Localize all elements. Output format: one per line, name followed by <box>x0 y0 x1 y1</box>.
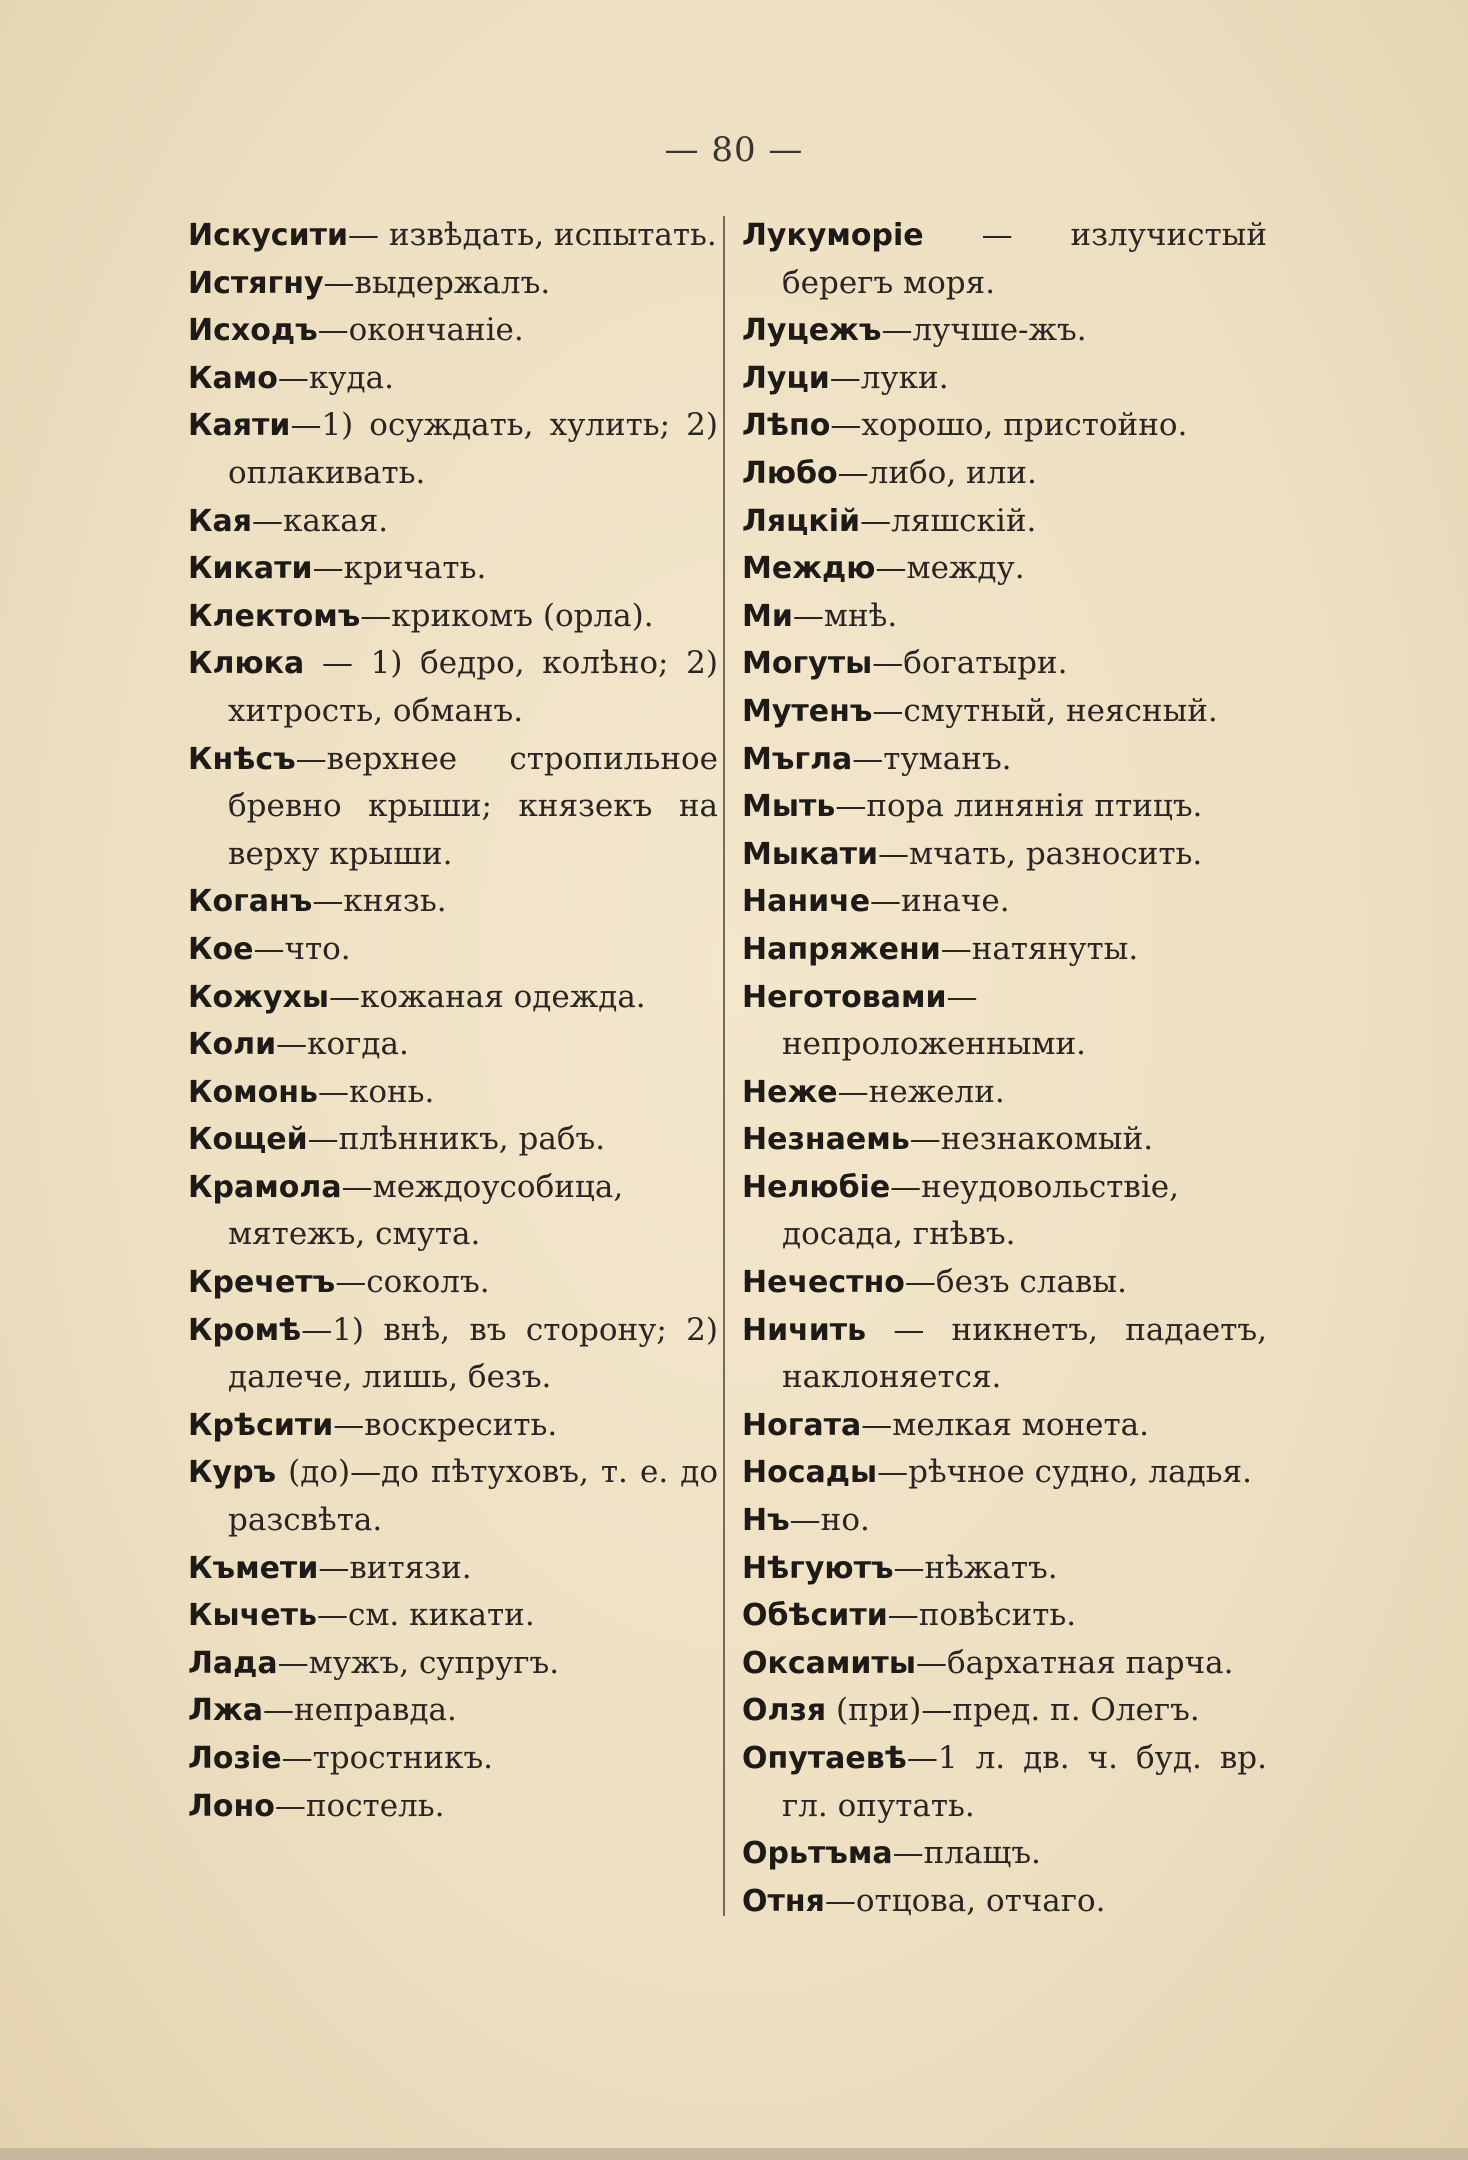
definition: —смутный, неясный. <box>872 692 1218 729</box>
headword: Напряжени <box>742 931 941 967</box>
glossary-entry <box>742 212 1267 307</box>
definition: —либо, или. <box>837 454 1037 491</box>
glossary-entry <box>188 1592 718 1640</box>
glossary-entry <box>742 926 1267 974</box>
definition: —соколъ. <box>335 1264 490 1301</box>
glossary-entry <box>188 926 718 974</box>
glossary-entry <box>188 1402 718 1450</box>
headword: Къмети <box>188 1550 319 1586</box>
definition: —1) осуждать, хулить; 2) оплакивать. <box>228 407 718 491</box>
definition: —между. <box>875 550 1025 587</box>
headword: Лукуморіе <box>742 218 924 253</box>
headword: Лоно <box>188 1788 275 1824</box>
definition: —бархатная парча. <box>915 1644 1234 1681</box>
glossary-entry <box>742 736 1267 784</box>
glossary-entry <box>188 307 718 355</box>
definition: —мужъ, супругъ. <box>277 1644 560 1681</box>
headword: Могуты <box>742 646 873 682</box>
glossary-entry <box>742 1830 1267 1878</box>
definition: —незнакомый. <box>909 1121 1154 1158</box>
glossary-entry <box>188 1449 718 1544</box>
definition: —какая. <box>252 502 389 539</box>
glossary-entry <box>188 212 718 260</box>
definition: —плѣнникъ, рабъ. <box>307 1121 606 1158</box>
definition: —богатыри. <box>872 645 1068 682</box>
glossary-entry <box>742 1687 1267 1735</box>
glossary-entry <box>188 878 718 926</box>
definition: —нежели. <box>837 1073 1005 1110</box>
glossary-entry <box>742 593 1267 641</box>
glossary-entry <box>188 260 718 308</box>
glossary-entry <box>188 1164 718 1259</box>
glossary-entry <box>742 1307 1267 1402</box>
definition: —мелкая монета. <box>861 1406 1149 1443</box>
glossary-entry <box>188 1640 718 1688</box>
definition: —неправда. <box>263 1692 457 1729</box>
headword: Кромѣ <box>188 1312 302 1348</box>
definition: —кричать. <box>312 550 487 587</box>
glossary-entry <box>742 1069 1267 1117</box>
headword: Нѣгуютъ <box>742 1550 894 1586</box>
glossary-entry <box>188 545 718 593</box>
headword: Кикати <box>188 551 313 587</box>
headword: Наниче <box>742 884 871 920</box>
definition: —непроложенными. <box>782 978 1087 1063</box>
headword: Кычеть <box>188 1598 317 1634</box>
headword: Лада <box>188 1645 278 1681</box>
headword: Кое <box>188 931 254 967</box>
definition: (до)—до пѣтуховъ, т. е. до разсвѣта. <box>228 1454 718 1539</box>
glossary-entry <box>742 1878 1267 1926</box>
definition: —лучше-жъ. <box>881 312 1087 349</box>
glossary-entry <box>188 640 718 735</box>
definition: —но. <box>789 1502 870 1539</box>
definition: —безъ славы. <box>904 1264 1127 1301</box>
definition: —нѣжатъ. <box>893 1549 1058 1586</box>
glossary-entry <box>742 640 1267 688</box>
glossary-entry <box>742 307 1267 355</box>
headword: Отня <box>742 1883 825 1919</box>
definition: — извѣдать, испытать. <box>348 217 717 253</box>
headword: Орьтъма <box>742 1836 893 1872</box>
glossary-entry <box>742 1164 1267 1259</box>
definition: —см. кикати. <box>316 1597 535 1634</box>
definition: —куда. <box>277 359 394 396</box>
definition: —крикомъ (орла). <box>360 597 654 634</box>
definition: (при)—пред. п. Олегъ. <box>826 1692 1200 1729</box>
headword: Оксамиты <box>742 1645 916 1681</box>
definition: —плащъ. <box>892 1835 1041 1872</box>
glossary-entry <box>742 1402 1267 1450</box>
headword: Ми <box>742 598 793 634</box>
definition: —воскресить. <box>333 1406 558 1443</box>
column-divider <box>723 216 725 1916</box>
glossary-entry <box>188 1021 718 1069</box>
glossary-entry <box>188 1069 718 1117</box>
headword: Нъ <box>742 1503 790 1539</box>
headword: Мъгла <box>742 741 853 777</box>
headword: Каяти <box>188 408 291 444</box>
definition: —иначе. <box>870 883 1010 920</box>
glossary-entry <box>188 402 718 497</box>
definition: —отцова, отчаго. <box>824 1882 1106 1919</box>
headword: Ничить <box>742 1312 867 1348</box>
headword: Кречетъ <box>188 1265 336 1301</box>
glossary-entry <box>742 1259 1267 1307</box>
headword: Кожухы <box>188 979 330 1015</box>
page-number: — 80 — <box>664 130 804 170</box>
headword: Любо <box>742 455 838 491</box>
headword: Носады <box>742 1455 878 1491</box>
definition: —пора линянія птицъ. <box>835 788 1203 825</box>
headword: Искусити <box>188 218 349 253</box>
glossary-entry <box>742 831 1267 879</box>
glossary-column-left <box>188 212 718 1830</box>
definition: —кожаная одежда. <box>329 978 646 1015</box>
definition: —повѣсить. <box>887 1597 1077 1634</box>
glossary-entry <box>742 402 1267 450</box>
glossary-entry <box>742 1735 1267 1830</box>
glossary-entry <box>188 1783 718 1831</box>
headword: Истягну <box>188 265 324 301</box>
headword: Коганъ <box>188 884 313 920</box>
definition: —1) внѣ, въ сторону; 2) далече, лишь, безъ. <box>228 1311 718 1396</box>
headword: Незнаемь <box>742 1122 910 1158</box>
definition: — 1) бедро, колѣно; 2) хитрость, обманъ. <box>228 645 718 729</box>
glossary-entry <box>742 545 1267 593</box>
glossary-entry <box>188 1735 718 1783</box>
headword: Крамола <box>188 1169 342 1205</box>
definition: —что. <box>253 930 351 967</box>
page-bottom-edge <box>0 2148 1468 2160</box>
headword: Лжа <box>188 1693 264 1729</box>
headword: Куръ <box>188 1455 277 1491</box>
glossary-entry <box>742 1449 1267 1497</box>
headword: Крѣсити <box>188 1407 334 1443</box>
glossary-entry <box>188 1545 718 1593</box>
glossary-entry <box>742 498 1267 546</box>
headword: Кая <box>188 503 253 539</box>
glossary-entry <box>742 1497 1267 1545</box>
glossary-entry <box>188 1259 718 1307</box>
headword: Кнѣсъ <box>188 741 296 777</box>
glossary-entry <box>742 1116 1267 1164</box>
headword: Лѣпо <box>742 408 831 444</box>
definition: —конь. <box>317 1073 435 1110</box>
headword: Олзя <box>742 1693 827 1729</box>
glossary-entry <box>188 736 718 879</box>
definition: —натянуты. <box>940 930 1139 967</box>
definition: —рѣчное судно, ладья. <box>877 1454 1252 1491</box>
definition: —тростникъ. <box>281 1740 494 1776</box>
headword: Лозіе <box>188 1741 282 1776</box>
headword: Мутенъ <box>742 693 873 729</box>
glossary-entry <box>188 593 718 641</box>
glossary-entry <box>188 974 718 1022</box>
glossary-entry <box>188 1307 718 1402</box>
headword: Неготовами <box>742 979 947 1015</box>
definition: —князь. <box>312 883 447 920</box>
headword: Нелюбіе <box>742 1169 891 1205</box>
definition: —туманъ. <box>852 740 1012 777</box>
definition: —луки. <box>829 359 949 396</box>
headword: Нечестно <box>742 1265 905 1301</box>
headword: Клюка <box>188 646 305 682</box>
headword: Неже <box>742 1074 838 1110</box>
definition: — излучистый берегъ моря. <box>782 217 1267 301</box>
glossary-entry <box>742 1592 1267 1640</box>
definition: —междоусобица, мятежъ, смута. <box>228 1168 624 1253</box>
definition: —верхнее стропильное бревно крыши; князекъ на верху крыши. <box>228 740 718 872</box>
definition: —окончаніе. <box>317 312 524 349</box>
definition: —хорошо, пристойно. <box>830 407 1188 444</box>
definition: —мчать, разносить. <box>878 835 1203 872</box>
glossary-entry <box>188 1687 718 1735</box>
glossary-entry <box>742 974 1267 1069</box>
headword: Коли <box>188 1027 277 1063</box>
headword: Луци <box>742 360 830 396</box>
glossary-entry <box>742 783 1267 831</box>
definition: —витязи. <box>318 1549 472 1586</box>
glossary-entry <box>742 355 1267 403</box>
glossary-entry <box>742 1640 1267 1688</box>
definition: — никнетъ, падаетъ, наклоняется. <box>782 1311 1267 1396</box>
headword: Камо <box>188 360 278 396</box>
definition: —1 л. дв. ч. буд. вр. гл. опутать. <box>782 1740 1267 1824</box>
definition: —когда. <box>276 1026 409 1063</box>
headword: Опутаевѣ <box>742 1741 907 1776</box>
headword: Кощей <box>188 1122 308 1158</box>
headword: Мыкати <box>742 836 878 872</box>
glossary-column-right <box>742 212 1267 1925</box>
definition: —постель. <box>274 1787 445 1824</box>
headword: Луцежъ <box>742 313 882 349</box>
headword: Комонь <box>188 1074 318 1110</box>
glossary-entry <box>188 498 718 546</box>
glossary-entry <box>188 355 718 403</box>
glossary-entry <box>188 1116 718 1164</box>
definition: —неудовольствіе, досада, гнѣвъ. <box>782 1168 1179 1253</box>
glossary-entry <box>742 688 1267 736</box>
definition: —выдержалъ. <box>323 264 551 301</box>
definition: —ляшскій. <box>860 502 1037 539</box>
glossary-entry <box>742 878 1267 926</box>
headword: Мыть <box>742 789 836 825</box>
glossary-entry <box>742 1545 1267 1593</box>
headword: Ногата <box>742 1407 862 1443</box>
headword: Междю <box>742 551 876 587</box>
definition: —мнѣ. <box>792 597 898 634</box>
glossary-entry <box>742 450 1267 498</box>
headword: Обѣсити <box>742 1598 888 1634</box>
headword: Ляцкій <box>742 503 861 539</box>
headword: Исходъ <box>188 313 318 349</box>
headword: Клектомъ <box>188 598 361 634</box>
